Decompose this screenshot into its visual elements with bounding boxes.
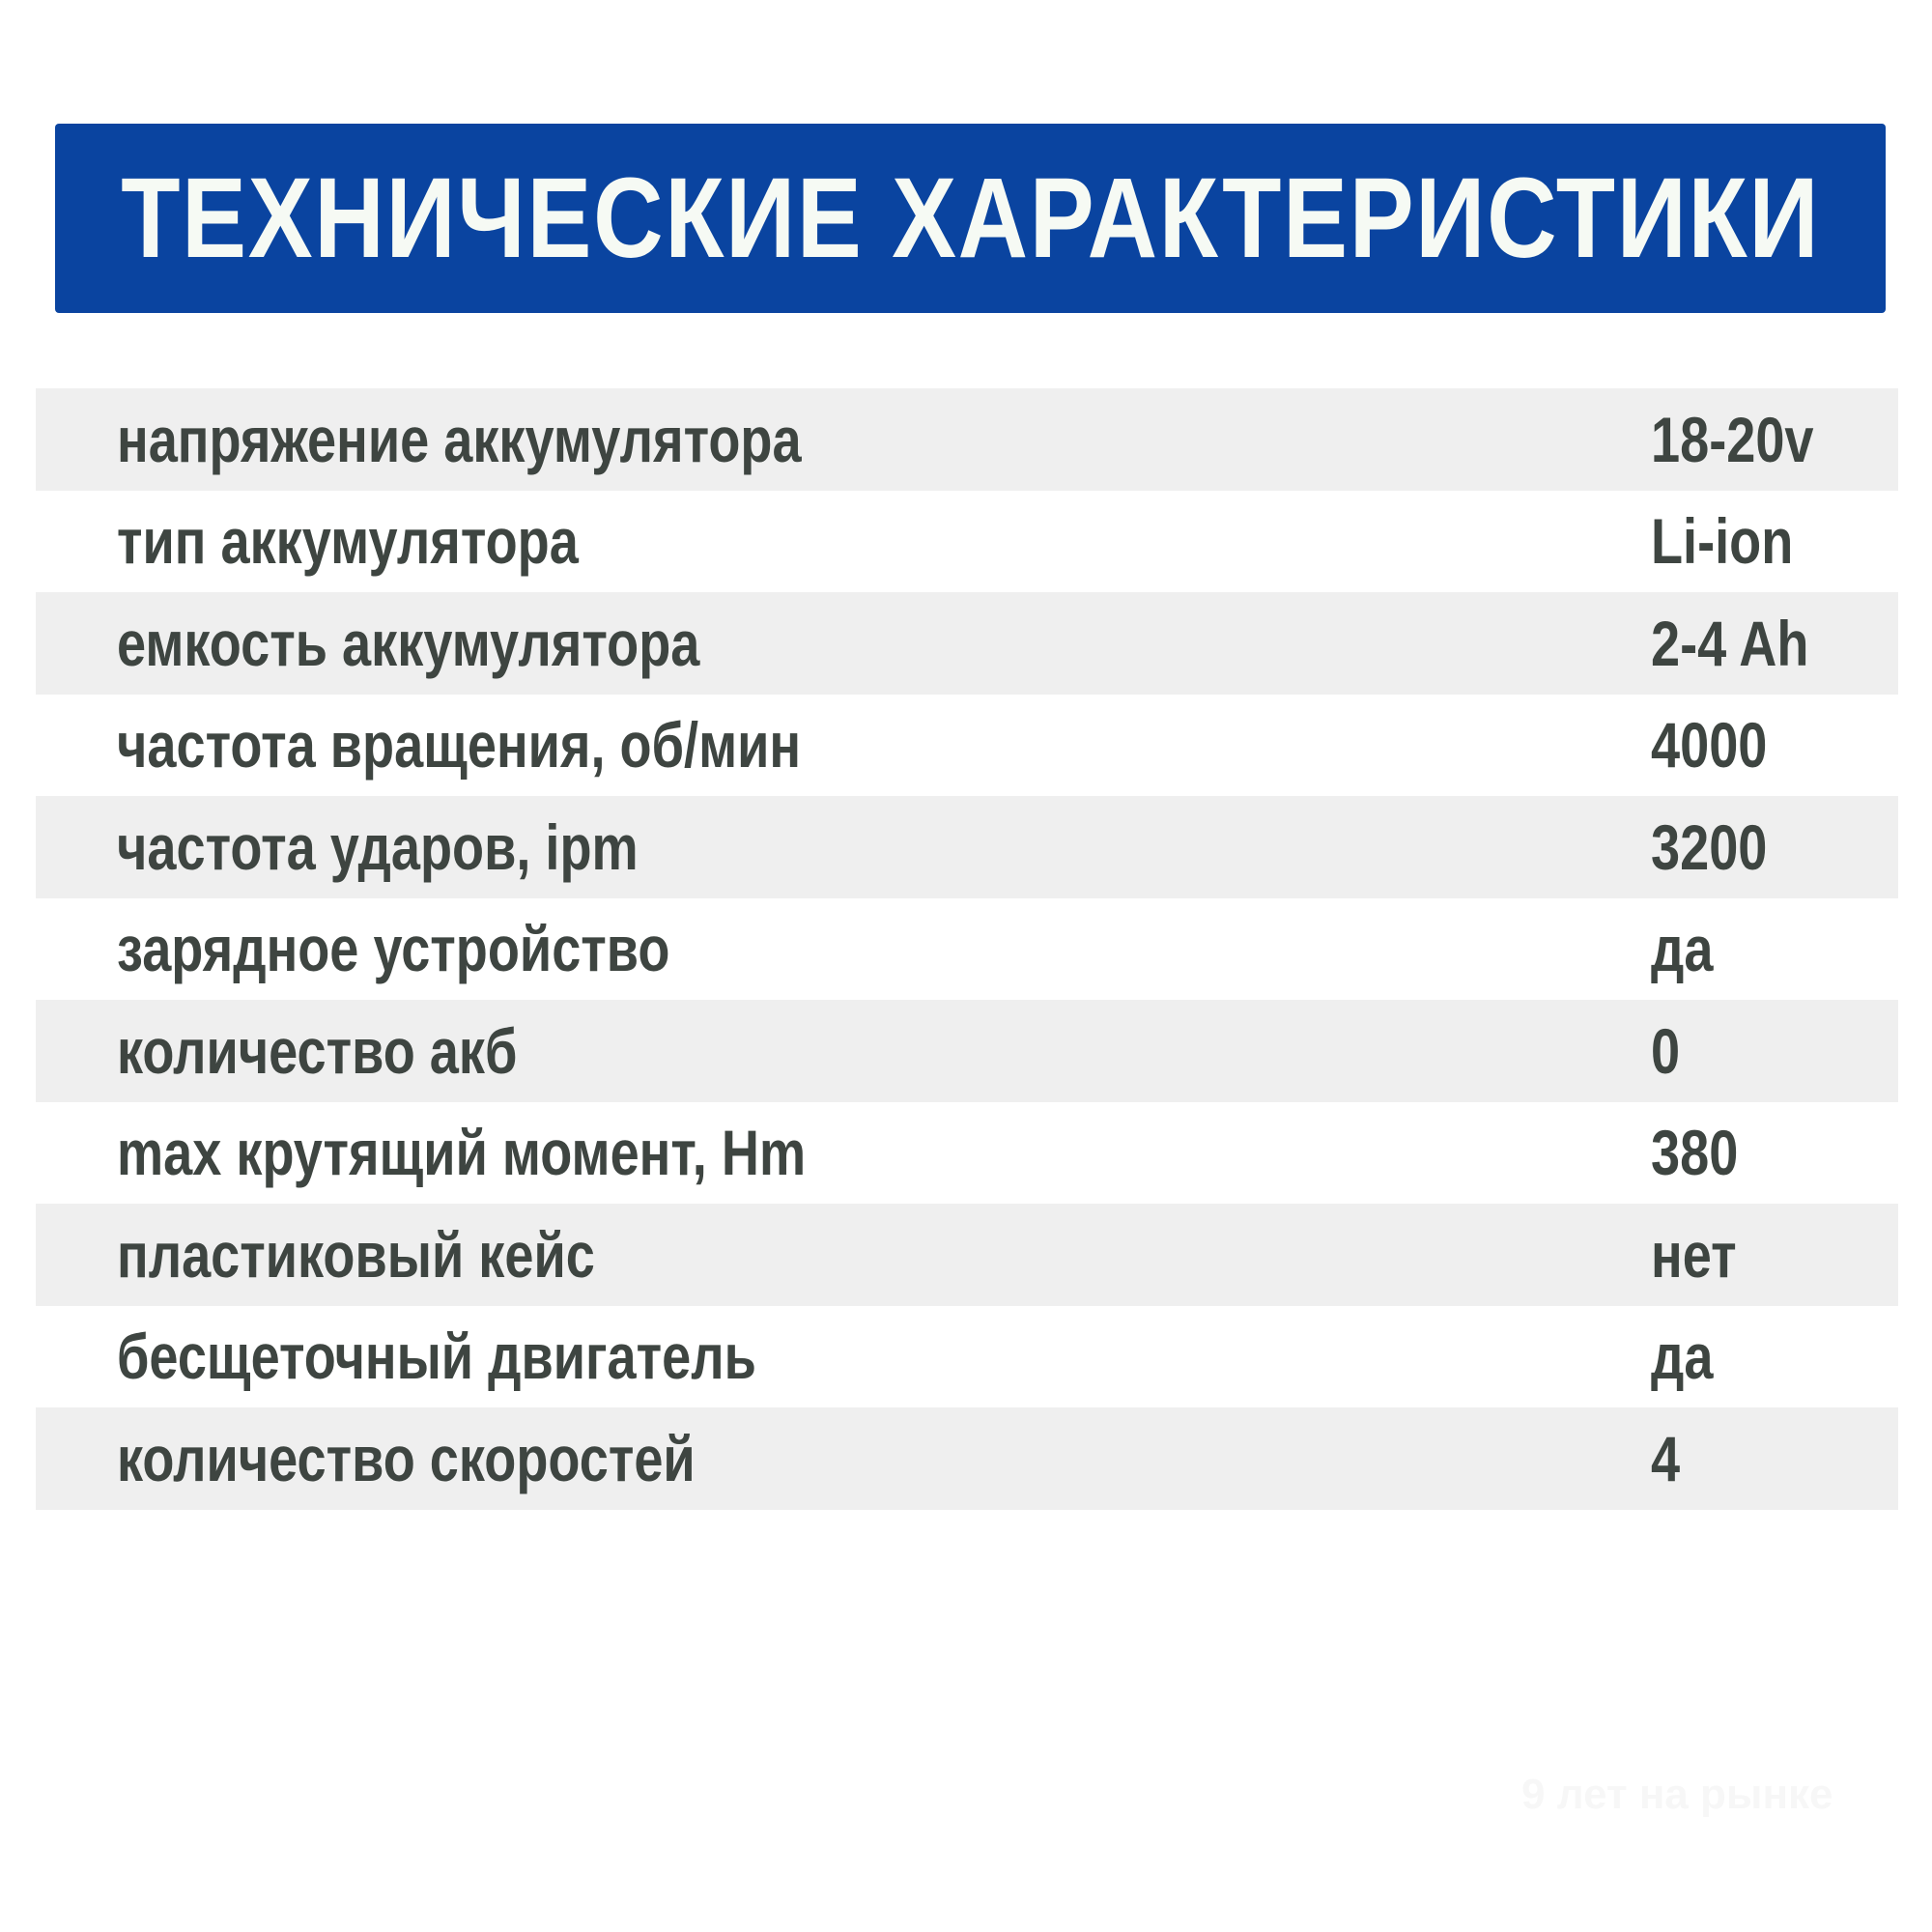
spec-value: 18-20v [1651, 403, 1814, 475]
spec-label: пластиковый кейс [117, 1218, 595, 1291]
spec-row-battery-voltage [36, 388, 1898, 491]
spec-value: 2-4 Ah [1651, 607, 1809, 679]
specs-table [36, 388, 1898, 1510]
spec-row-impact-rate [36, 796, 1898, 898]
page-title: ТЕХНИЧЕСКИЕ ХАРАКТЕРИСТИКИ [121, 155, 1821, 282]
spec-row-battery-capacity [36, 592, 1898, 695]
spec-value: нет [1651, 1218, 1737, 1291]
spec-row-brushless-motor [36, 1306, 1898, 1408]
spec-value: Li-ion [1651, 505, 1794, 578]
spec-row-plastic-case [36, 1204, 1898, 1306]
spec-label: бесщеточный двигатель [117, 1321, 756, 1393]
spec-label: частота вращения, об/мин [117, 709, 802, 781]
spec-value: да [1651, 1321, 1714, 1393]
spec-row-charger [36, 898, 1898, 1001]
spec-value: 3200 [1651, 810, 1768, 883]
watermark: 9 лет на рынке [1521, 1771, 1833, 1818]
spec-row-battery-type [36, 491, 1898, 593]
spec-row-max-torque [36, 1102, 1898, 1205]
spec-label: зарядное устройство [117, 913, 670, 985]
spec-value: 4 [1651, 1422, 1681, 1494]
spec-label: напряжение аккумулятора [117, 403, 802, 475]
spec-label: емкость аккумулятора [117, 607, 700, 679]
spec-value: 380 [1651, 1117, 1739, 1189]
spec-row-speed-count [36, 1407, 1898, 1510]
spec-value: 0 [1651, 1014, 1681, 1087]
spec-label: количество скоростей [117, 1422, 696, 1494]
specs-header-banner [55, 124, 1886, 313]
spec-label: частота ударов, ipm [117, 810, 639, 883]
spec-row-battery-count [36, 1000, 1898, 1102]
spec-label: тип аккумулятора [117, 505, 579, 578]
spec-value: да [1651, 913, 1714, 985]
spec-label: max крутящий момент, Hm [117, 1117, 807, 1189]
spec-value: 4000 [1651, 709, 1768, 781]
spec-row-rotation-speed [36, 695, 1898, 797]
spec-label: количество акб [117, 1014, 518, 1087]
